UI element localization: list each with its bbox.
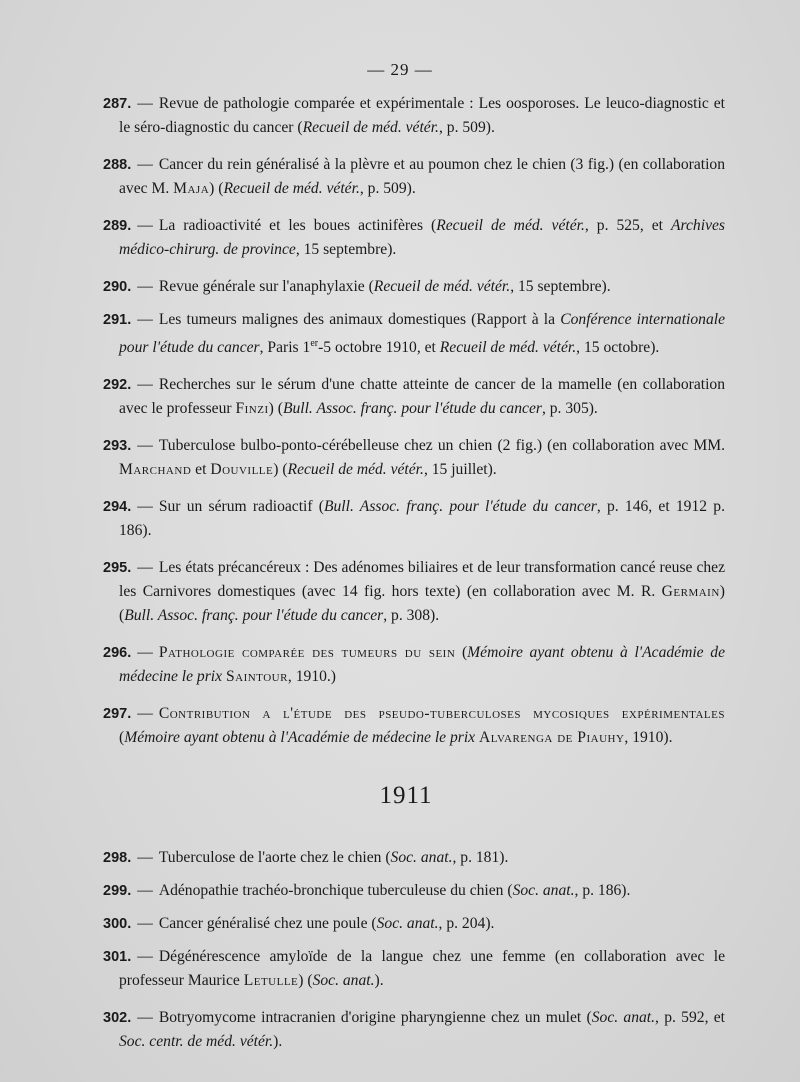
entry-number: 289. (103, 218, 132, 234)
entry-295: 295. — Les états précancéreux : Des adénomes biliaires et de leur transformation cancé reuse chez les Carnivores domestiques (avec 14 fig. hors texte) (en collaboration avec M. R. Germain) (Bull. Assoc. franç. pour l'étude du cancer, p. 308). (103, 559, 725, 625)
entry-number: 292. (103, 377, 132, 394)
entry-number: 295. (103, 560, 132, 577)
entry-number: 291. (103, 312, 132, 328)
entry-287: 287. — Revue de pathologie comparée et expérimentale : Les oosporoses. Le leuco-diagnostic et le séro-diagnostic du cancer (Recueil de méd. vétér., p. 509). (103, 95, 725, 136)
entry-number: 298. (103, 850, 132, 867)
entry-number: 297. (103, 706, 132, 723)
entry-number: 288. (103, 157, 132, 173)
entry-293: 293. — Tuberculose bulbo-ponto-cérébelleuse chez un chien (2 fig.) (en collaboration avec MM. Marchand et Douville) (Recueil de méd. vétér., 15 juillet). (103, 437, 725, 479)
entry-number: 299. (103, 883, 132, 900)
entry-301: 301. — Dégénérescence amyloïde de la langue chez une femme (en collaboration avec le professeur Maurice Letulle) (Soc. anat.). (103, 948, 725, 990)
entry-number: 296. (103, 645, 132, 662)
entry-number: 287. (103, 96, 132, 112)
entry-298: 298. — Tuberculose de l'aorte chez le chien (Soc. anat., p. 181). (103, 849, 509, 867)
entry-292: 292. — Recherches sur le sérum d'une chatte atteinte de cancer de la mamelle (en collaboration avec le professeur Finzi) (Bull. Assoc. franç. pour l'étude du cancer, p. 305). (103, 376, 725, 418)
entry-300: 300. — Cancer généralisé chez une poule (Soc. anat., p. 204). (103, 915, 495, 933)
entry-290: 290. — Revue générale sur l'anaphylaxie (Recueil de méd. vétér., 15 septembre). (103, 278, 611, 295)
entry-number: 302. (103, 1010, 132, 1027)
entry-289: 289. — La radioactivité et les boues actinifères (Recueil de méd. vétér., p. 525, et Archives médico-chirurg. de province, 15 septembre). (103, 217, 725, 258)
entry-number: 300. (103, 916, 132, 933)
entry-number: 293. (103, 438, 132, 455)
entry-296: 296. — Pathologie comparée des tumeurs du sein (Mémoire ayant obtenu à l'Académie de médecine le prix Saintour, 1910.) (103, 644, 725, 686)
bibliography-list (103, 92, 725, 1067)
entry-302: 302. — Botryomycome intracranien d'origine pharyngienne chez un mulet (Soc. anat., p. 592, et Soc. centr. de méd. vétér.). (103, 1009, 725, 1051)
entry-number: 294. (103, 499, 132, 516)
entry-number: 290. (103, 279, 132, 295)
entry-291: 291. — Les tumeurs malignes des animaux domestiques (Rapport à la Conférence internationale pour l'étude du cancer, Paris 1er-5 octobre 1910, et Recueil de méd. vétér., 15 octobre). (103, 311, 725, 357)
entry-297: 297. — Contribution a l'étude des pseudo-tuberculoses mycosiques expérimentales (Mémoire ayant obtenu à l'Académie de médecine le prix Alvarenga de Piauhy, 1910). (103, 705, 725, 747)
entry-299: 299. — Adénopathie trachéo-bronchique tuberculeuse du chien (Soc. anat., p. 186). (103, 882, 631, 900)
year-heading: 1911 (379, 782, 433, 810)
entry-294: 294. — Sur un sérum radioactif (Bull. Assoc. franç. pour l'étude du cancer, p. 146, et 1912 p. 186). (103, 498, 725, 540)
entry-288: 288. — Cancer du rein généralisé à la plèvre et au poumon chez le chien (3 fig.) (en collaboration avec M. Maja) (Recueil de méd. vétér., p. 509). (103, 156, 725, 197)
entry-number: 301. (103, 949, 132, 966)
page-number: — 29 — (367, 60, 433, 79)
